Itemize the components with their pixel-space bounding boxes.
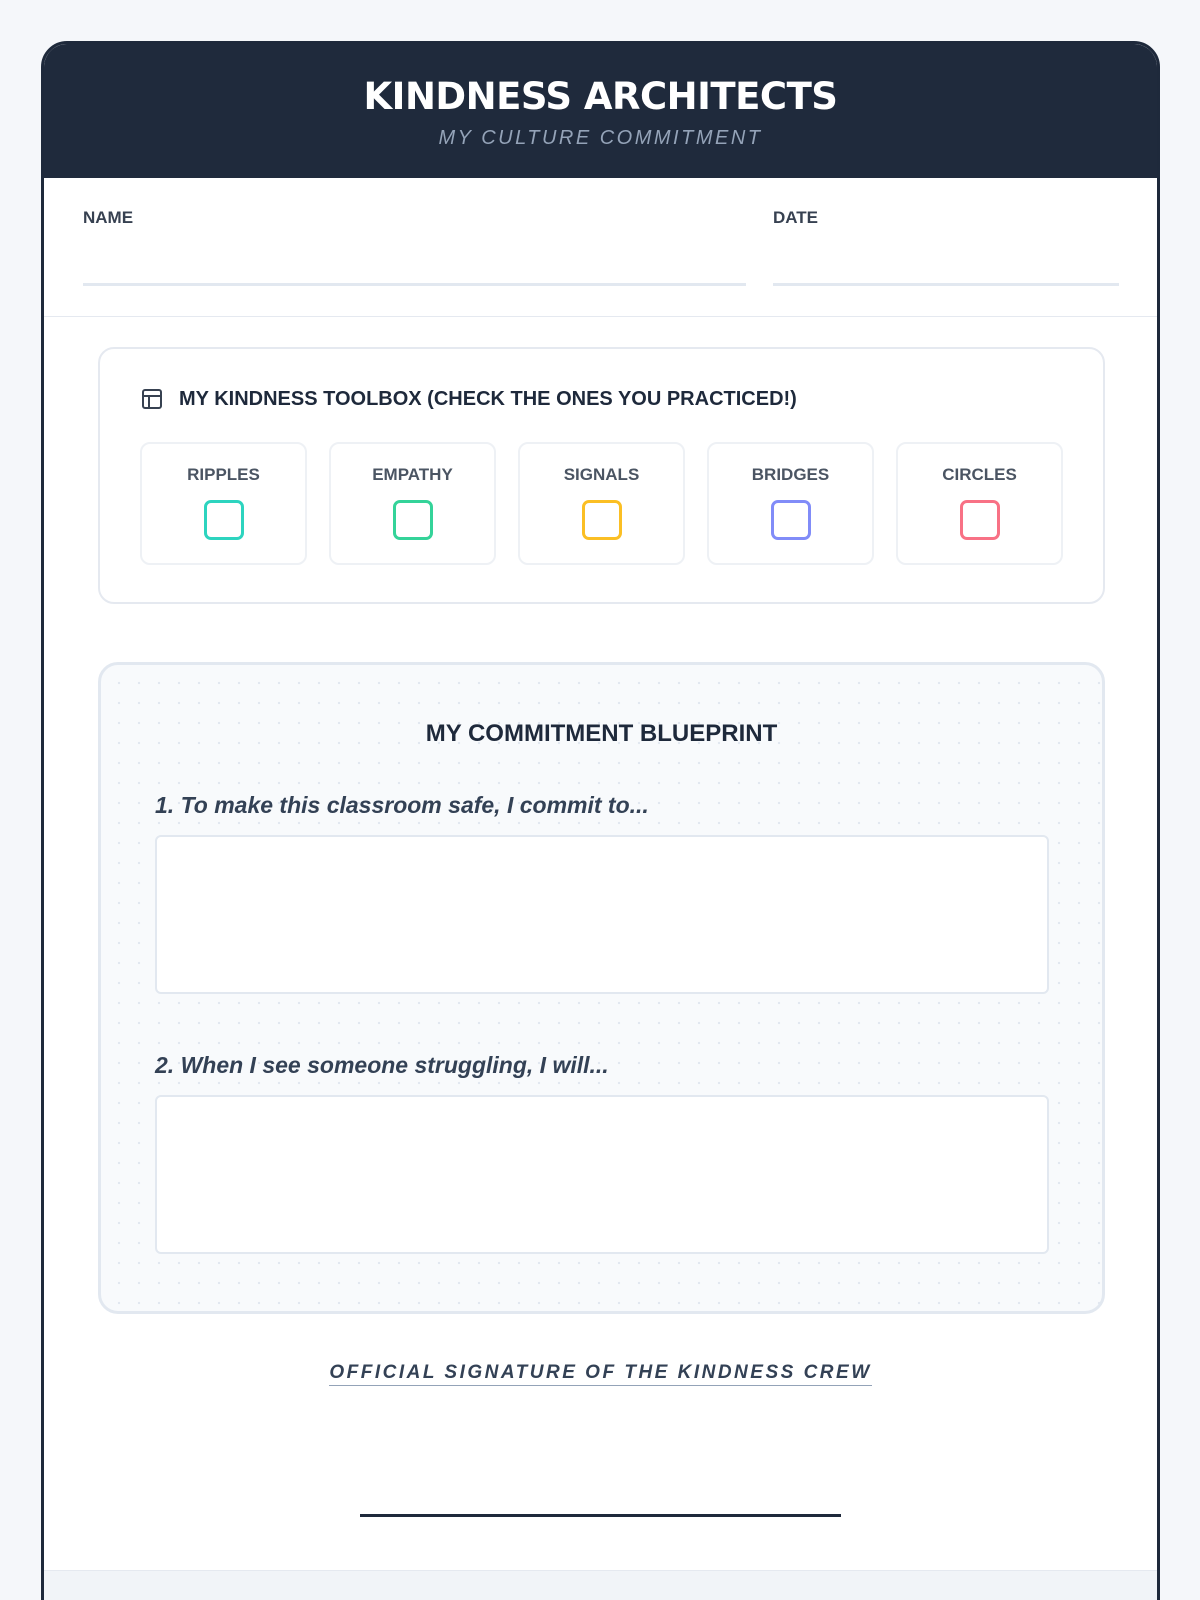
empathy-checkbox[interactable] — [393, 500, 433, 540]
name-field[interactable] — [83, 238, 746, 283]
toolbox-title: MY KINDNESS TOOLBOX (CHECK THE ONES YOU PRACTICED!) — [179, 387, 797, 410]
signals-checkbox[interactable] — [582, 500, 622, 540]
prompt-2-label: 2. When I see someone struggling, I will... — [155, 1052, 609, 1078]
commitment-card — [41, 41, 1160, 1600]
blueprint-title: MY COMMITMENT BLUEPRINT — [425, 720, 778, 747]
info-fields — [44, 178, 1157, 317]
commitment-answer-1[interactable] — [155, 835, 1049, 994]
tool-label: EMPATHY — [372, 465, 453, 484]
date-underline — [773, 283, 1119, 286]
toolbox-header — [140, 387, 797, 411]
name-label: NAME — [83, 208, 134, 227]
tool-ripples[interactable] — [140, 442, 307, 565]
commitment-answer-2[interactable] — [155, 1095, 1049, 1254]
kindness-toolbox — [98, 347, 1105, 604]
tool-bridges[interactable] — [707, 442, 874, 565]
footer — [44, 1570, 1157, 1600]
circles-checkbox[interactable] — [960, 500, 1000, 540]
prompt-1-label: 1. To make this classroom safe, I commit to... — [155, 792, 649, 818]
signature-label-text: OFFICIAL SIGNATURE OF THE KINDNESS CREW — [329, 1362, 871, 1386]
tool-signals[interactable] — [518, 442, 685, 565]
header — [44, 44, 1157, 178]
commitment-blueprint — [98, 662, 1105, 1314]
tool-label: RIPPLES — [187, 465, 260, 484]
layout-icon — [140, 387, 164, 411]
signature-label — [44, 1362, 1157, 1384]
tool-empathy[interactable] — [329, 442, 496, 565]
ripples-checkbox[interactable] — [204, 500, 244, 540]
tool-label: CIRCLES — [942, 465, 1017, 484]
date-label: DATE — [773, 208, 819, 227]
page-title: KINDNESS ARCHITECTS — [363, 75, 838, 118]
tool-label: SIGNALS — [563, 465, 640, 484]
toolbox-items — [140, 442, 1063, 565]
tool-label: BRIDGES — [751, 465, 830, 484]
tool-circles[interactable] — [896, 442, 1063, 565]
name-underline — [83, 283, 746, 286]
signature-line[interactable] — [360, 1514, 841, 1517]
page-subtitle: MY CULTURE COMMITMENT — [438, 127, 763, 149]
date-field[interactable] — [773, 238, 1119, 283]
bridges-checkbox[interactable] — [771, 500, 811, 540]
